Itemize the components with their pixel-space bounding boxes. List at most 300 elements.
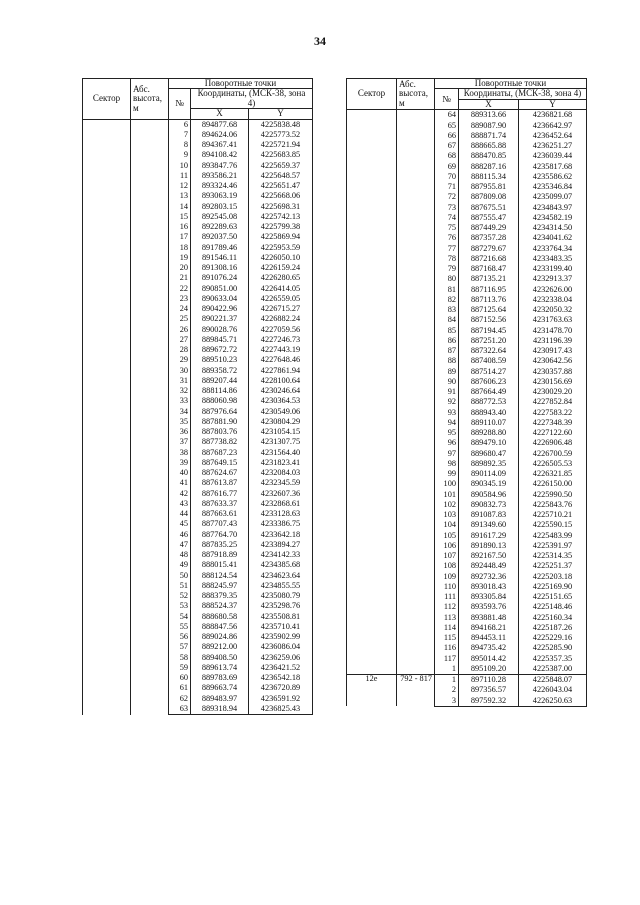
altitude-cell	[397, 110, 435, 675]
coord-y: 4227648.46	[249, 356, 313, 366]
coord-x: 891349.60	[459, 520, 519, 530]
coord-y: 4225314.35	[519, 551, 587, 561]
coord-y: 4225285.90	[519, 643, 587, 653]
coord-x: 887613.87	[191, 479, 249, 489]
coord-y: 4234855.55	[249, 581, 313, 591]
coord-x: 887835.25	[191, 540, 249, 550]
coord-x: 888287.16	[459, 162, 519, 172]
coord-y: 4230156.69	[519, 377, 587, 387]
coord-y: 4225848.07	[519, 675, 587, 686]
coord-x: 887116.95	[459, 285, 519, 295]
coord-y: 4234623.64	[249, 571, 313, 581]
coord-x: 893018.43	[459, 582, 519, 592]
coord-y: 4226159.24	[249, 263, 313, 273]
coord-y: 4225251.37	[519, 561, 587, 571]
coord-y: 4230364.53	[249, 397, 313, 407]
coord-y: 4236642.97	[519, 121, 587, 131]
coord-x: 889783.69	[191, 673, 249, 683]
table-row	[347, 110, 587, 121]
coord-y: 4226559.05	[249, 294, 313, 304]
coord-x: 887663.61	[191, 509, 249, 519]
header-x: X	[191, 109, 249, 119]
point-number: 110	[435, 582, 459, 592]
point-number: 82	[435, 295, 459, 305]
coord-x: 890028.76	[191, 325, 249, 335]
coord-x: 893847.76	[191, 161, 249, 171]
coord-y: 4226505.53	[519, 459, 587, 469]
coord-y: 4230246.64	[249, 386, 313, 396]
header-y: Y	[249, 109, 313, 119]
point-number: 111	[435, 592, 459, 602]
coord-x: 894367.41	[191, 140, 249, 150]
coord-y: 4225391.97	[519, 541, 587, 551]
coord-y: 4225698.31	[249, 202, 313, 212]
coord-x: 887113.76	[459, 295, 519, 305]
point-number: 65	[435, 121, 459, 131]
sector-cell	[83, 119, 131, 715]
header-number: №	[169, 89, 191, 119]
point-number: 105	[435, 531, 459, 541]
coord-y: 4232913.37	[519, 274, 587, 284]
coord-y: 4226906.48	[519, 438, 587, 448]
point-number: 93	[435, 408, 459, 418]
coord-x: 889663.74	[191, 684, 249, 694]
point-number: 73	[435, 203, 459, 213]
point-number: 35	[169, 417, 191, 427]
coord-y: 4225721.94	[249, 140, 313, 150]
coord-y: 4231478.70	[519, 326, 587, 336]
point-number: 44	[169, 509, 191, 519]
point-number: 30	[169, 366, 191, 376]
point-number: 18	[169, 243, 191, 253]
header-coordinates: Координаты, (МСК-38, зона 4)	[191, 89, 313, 109]
coord-y: 4225160.34	[519, 613, 587, 623]
coord-y: 4235346.84	[519, 182, 587, 192]
point-number: 74	[435, 213, 459, 223]
coord-x: 891890.13	[459, 541, 519, 551]
coord-x: 890851.00	[191, 284, 249, 294]
coord-x: 887449.29	[459, 223, 519, 233]
coord-x: 887514.27	[459, 367, 519, 377]
point-number: 96	[435, 438, 459, 448]
coordinates-table-left	[82, 78, 313, 715]
point-number: 67	[435, 141, 459, 151]
point-number: 109	[435, 572, 459, 582]
coord-y: 4233483.35	[519, 254, 587, 264]
point-number: 43	[169, 499, 191, 509]
coord-y: 4235817.68	[519, 162, 587, 172]
coord-y: 4225387.00	[519, 664, 587, 675]
coord-x: 887955.81	[459, 182, 519, 192]
coord-x: 888943.40	[459, 408, 519, 418]
point-number: 9	[169, 151, 191, 161]
point-number: 2	[435, 685, 459, 695]
point-number: 10	[169, 161, 191, 171]
coord-y: 4236251.27	[519, 141, 587, 151]
coord-y: 4225990.50	[519, 490, 587, 500]
coord-x: 889408.50	[191, 653, 249, 663]
point-number: 79	[435, 264, 459, 274]
coord-y: 4233128.63	[249, 509, 313, 519]
coord-y: 4236720.89	[249, 684, 313, 694]
coord-y: 4225799.38	[249, 222, 313, 232]
coord-y: 4225148.46	[519, 602, 587, 612]
point-number: 45	[169, 520, 191, 530]
coord-x: 888847.56	[191, 622, 249, 632]
point-number: 15	[169, 212, 191, 222]
coord-x: 887664.49	[459, 387, 519, 397]
coord-x: 889483.97	[191, 694, 249, 704]
point-number: 23	[169, 294, 191, 304]
coord-y: 4233199.40	[519, 264, 587, 274]
point-number: 102	[435, 500, 459, 510]
coord-y: 4233386.75	[249, 520, 313, 530]
header-number: №	[435, 89, 459, 110]
point-number: 116	[435, 643, 459, 653]
point-number: 69	[435, 162, 459, 172]
coord-x: 892289.63	[191, 222, 249, 232]
coord-x: 890345.19	[459, 479, 519, 489]
coord-y: 4235508.81	[249, 612, 313, 622]
coord-y: 4227246.73	[249, 335, 313, 345]
coord-x: 893305.84	[459, 592, 519, 602]
coord-y: 4236259.06	[249, 653, 313, 663]
coord-y: 4225187.26	[519, 623, 587, 633]
coord-y: 4230804.29	[249, 417, 313, 427]
point-number: 100	[435, 479, 459, 489]
coord-x: 887687.23	[191, 448, 249, 458]
coord-x: 889110.07	[459, 418, 519, 428]
coord-x: 888015.41	[191, 561, 249, 571]
coord-x: 893063.19	[191, 192, 249, 202]
point-number: 97	[435, 449, 459, 459]
point-number: 86	[435, 336, 459, 346]
coord-y: 4225203.18	[519, 572, 587, 582]
coord-x: 889479.10	[459, 438, 519, 448]
coord-y: 4225651.47	[249, 181, 313, 191]
coord-y: 4226321.85	[519, 469, 587, 479]
coord-x: 889845.71	[191, 335, 249, 345]
coord-y: 4226150.00	[519, 479, 587, 489]
point-number: 99	[435, 469, 459, 479]
point-number: 98	[435, 459, 459, 469]
coord-x: 888114.86	[191, 386, 249, 396]
coord-y: 4227443.19	[249, 345, 313, 355]
point-number: 49	[169, 561, 191, 571]
coord-x: 891617.29	[459, 531, 519, 541]
coord-x: 887649.15	[191, 458, 249, 468]
coord-x: 891087.83	[459, 510, 519, 520]
coord-x: 897592.32	[459, 696, 519, 707]
coord-x: 887633.37	[191, 499, 249, 509]
coord-y: 4231823.41	[249, 458, 313, 468]
point-number: 6	[169, 119, 191, 130]
point-number: 101	[435, 490, 459, 500]
table-row	[347, 675, 587, 686]
coord-y: 4227348.39	[519, 418, 587, 428]
sector-cell	[347, 110, 397, 675]
coord-x: 890114.09	[459, 469, 519, 479]
coord-y: 4232868.61	[249, 499, 313, 509]
point-number: 114	[435, 623, 459, 633]
coord-x: 887624.67	[191, 468, 249, 478]
coord-x: 888772.53	[459, 397, 519, 407]
coord-y: 4226280.65	[249, 274, 313, 284]
point-number: 41	[169, 479, 191, 489]
coord-x: 888871.74	[459, 131, 519, 141]
point-number: 83	[435, 305, 459, 315]
coord-y: 4236542.18	[249, 673, 313, 683]
coord-y: 4226043.04	[519, 685, 587, 695]
point-number: 51	[169, 581, 191, 591]
point-number: 32	[169, 386, 191, 396]
point-number: 106	[435, 541, 459, 551]
coord-y: 4225953.59	[249, 243, 313, 253]
coord-y: 4225590.15	[519, 520, 587, 530]
coord-x: 894624.06	[191, 130, 249, 140]
coord-y: 4231054.15	[249, 427, 313, 437]
point-number: 115	[435, 633, 459, 643]
point-number: 75	[435, 223, 459, 233]
coord-x: 889672.72	[191, 345, 249, 355]
coord-y: 4235080.79	[249, 591, 313, 601]
coord-y: 4232626.00	[519, 285, 587, 295]
coord-x: 889358.72	[191, 366, 249, 376]
coord-x: 887616.77	[191, 489, 249, 499]
point-number: 11	[169, 171, 191, 181]
coord-y: 4225357.35	[519, 654, 587, 664]
coord-x: 889212.00	[191, 643, 249, 653]
coord-y: 4230917.43	[519, 346, 587, 356]
point-number: 8	[169, 140, 191, 150]
point-number: 39	[169, 458, 191, 468]
point-number: 27	[169, 335, 191, 345]
point-number: 38	[169, 448, 191, 458]
coord-x: 887408.59	[459, 356, 519, 366]
coord-y: 4235586.62	[519, 172, 587, 182]
coord-x: 892037.50	[191, 233, 249, 243]
coord-y: 4225659.37	[249, 161, 313, 171]
coord-x: 889680.47	[459, 449, 519, 459]
coord-x: 887606.23	[459, 377, 519, 387]
coord-y: 4235710.41	[249, 622, 313, 632]
coord-y: 4225648.57	[249, 171, 313, 181]
coord-x: 892448.49	[459, 561, 519, 571]
coord-x: 890584.96	[459, 490, 519, 500]
coord-x: 892732.36	[459, 572, 519, 582]
coord-x: 889087.90	[459, 121, 519, 131]
coord-x: 890221.37	[191, 315, 249, 325]
point-number: 57	[169, 643, 191, 653]
point-number: 71	[435, 182, 459, 192]
point-number: 28	[169, 345, 191, 355]
point-number: 103	[435, 510, 459, 520]
point-number: 87	[435, 346, 459, 356]
header-y: Y	[519, 99, 587, 109]
point-number: 54	[169, 612, 191, 622]
point-number: 59	[169, 663, 191, 673]
coord-y: 4230549.06	[249, 407, 313, 417]
point-number: 42	[169, 489, 191, 499]
coord-x: 895109.20	[459, 664, 519, 675]
header-x: X	[459, 99, 519, 109]
coord-y: 4234142.33	[249, 550, 313, 560]
coord-y: 4234843.97	[519, 203, 587, 213]
point-number: 3	[435, 696, 459, 707]
coord-x: 893324.46	[191, 181, 249, 191]
point-number: 22	[169, 284, 191, 294]
coord-x: 887168.47	[459, 264, 519, 274]
page-number: 34	[314, 34, 326, 48]
point-number: 33	[169, 397, 191, 407]
point-number: 46	[169, 530, 191, 540]
coord-y: 4227059.56	[249, 325, 313, 335]
sector-cell: 12e	[347, 675, 397, 707]
coord-y: 4234582.19	[519, 213, 587, 223]
coord-x: 887194.45	[459, 326, 519, 336]
coord-y: 4236452.64	[519, 131, 587, 141]
coord-x: 889207.44	[191, 376, 249, 386]
point-number: 88	[435, 356, 459, 366]
point-number: 63	[169, 704, 191, 715]
coord-y: 4231564.40	[249, 448, 313, 458]
point-number: 19	[169, 253, 191, 263]
point-number: 76	[435, 233, 459, 243]
point-number: 95	[435, 428, 459, 438]
coord-x: 892167.50	[459, 551, 519, 561]
point-number: 1	[435, 664, 459, 675]
point-number: 26	[169, 325, 191, 335]
coord-y: 4226050.10	[249, 253, 313, 263]
coord-y: 4236821.68	[519, 110, 587, 121]
point-number: 58	[169, 653, 191, 663]
point-number: 112	[435, 602, 459, 612]
coord-x: 895014.42	[459, 654, 519, 664]
coord-x: 893881.48	[459, 613, 519, 623]
coord-x: 894735.42	[459, 643, 519, 653]
coord-y: 4234041.62	[519, 233, 587, 243]
point-number: 56	[169, 632, 191, 642]
point-number: 14	[169, 202, 191, 212]
coord-y: 4227583.22	[519, 408, 587, 418]
coord-x: 890633.04	[191, 294, 249, 304]
coord-x: 889318.94	[191, 704, 249, 715]
coord-y: 4232050.32	[519, 305, 587, 315]
coord-y: 4232607.36	[249, 489, 313, 499]
coord-y: 4236086.04	[249, 643, 313, 653]
altitude-cell	[131, 119, 169, 715]
point-number: 84	[435, 315, 459, 325]
coord-x: 887707.43	[191, 520, 249, 530]
coord-y: 4236591.92	[249, 694, 313, 704]
coord-y: 4230642.56	[519, 356, 587, 366]
coord-y: 4233764.34	[519, 244, 587, 254]
point-number: 25	[169, 315, 191, 325]
coord-y: 4225229.16	[519, 633, 587, 643]
coord-x: 887555.47	[459, 213, 519, 223]
coord-y: 4232338.04	[519, 295, 587, 305]
coord-y: 4226882.24	[249, 315, 313, 325]
coord-x: 892545.08	[191, 212, 249, 222]
point-number: 13	[169, 192, 191, 202]
coord-y: 4236039.44	[519, 151, 587, 161]
point-number: 68	[435, 151, 459, 161]
coord-x: 887152.56	[459, 315, 519, 325]
coord-y: 4226700.59	[519, 449, 587, 459]
coord-x: 894108.42	[191, 151, 249, 161]
point-number: 7	[169, 130, 191, 140]
coord-y: 4232084.03	[249, 468, 313, 478]
header-sector: Сектор	[83, 79, 131, 120]
coord-x: 888379.35	[191, 591, 249, 601]
coord-x: 897110.28	[459, 675, 519, 686]
coord-y: 4233894.27	[249, 540, 313, 550]
point-number: 64	[435, 110, 459, 121]
point-number: 62	[169, 694, 191, 704]
coord-y: 4225843.76	[519, 500, 587, 510]
coord-x: 887125.64	[459, 305, 519, 315]
point-number: 31	[169, 376, 191, 386]
point-number: 66	[435, 131, 459, 141]
coord-y: 4227852.84	[519, 397, 587, 407]
coord-x: 887675.51	[459, 203, 519, 213]
point-number: 48	[169, 550, 191, 560]
header-turning-points: Поворотные точки	[435, 79, 587, 89]
coord-y: 4225668.06	[249, 192, 313, 202]
point-number: 34	[169, 407, 191, 417]
coord-y: 4225169.90	[519, 582, 587, 592]
point-number: 61	[169, 684, 191, 694]
coord-x: 887279.67	[459, 244, 519, 254]
coord-y: 4234314.50	[519, 223, 587, 233]
point-number: 70	[435, 172, 459, 182]
point-number: 16	[169, 222, 191, 232]
coord-y: 4230029.20	[519, 387, 587, 397]
point-number: 40	[169, 468, 191, 478]
coord-y: 4235902.99	[249, 632, 313, 642]
coord-x: 887251.20	[459, 336, 519, 346]
point-number: 113	[435, 613, 459, 623]
coord-y: 4225773.52	[249, 130, 313, 140]
point-number: 36	[169, 427, 191, 437]
coord-x: 888524.37	[191, 602, 249, 612]
coord-y: 4234385.68	[249, 561, 313, 571]
point-number: 1	[435, 675, 459, 686]
coord-x: 887357.28	[459, 233, 519, 243]
coord-x: 891076.24	[191, 274, 249, 284]
coord-x: 887764.70	[191, 530, 249, 540]
point-number: 91	[435, 387, 459, 397]
coord-x: 890422.96	[191, 304, 249, 314]
header-coordinates: Координаты, (МСК-38, зона 4)	[459, 89, 587, 99]
coord-x: 888245.97	[191, 581, 249, 591]
coord-x: 889313.66	[459, 110, 519, 121]
coord-x: 887738.82	[191, 438, 249, 448]
point-number: 94	[435, 418, 459, 428]
point-number: 80	[435, 274, 459, 284]
coord-y: 4227122.60	[519, 428, 587, 438]
point-number: 37	[169, 438, 191, 448]
coord-x: 888124.54	[191, 571, 249, 581]
point-number: 17	[169, 233, 191, 243]
point-number: 77	[435, 244, 459, 254]
coord-x: 894877.68	[191, 119, 249, 130]
coord-y: 4227861.94	[249, 366, 313, 376]
coord-x: 889613.74	[191, 663, 249, 673]
coord-y: 4225683.85	[249, 151, 313, 161]
point-number: 108	[435, 561, 459, 571]
coord-y: 4228100.64	[249, 376, 313, 386]
